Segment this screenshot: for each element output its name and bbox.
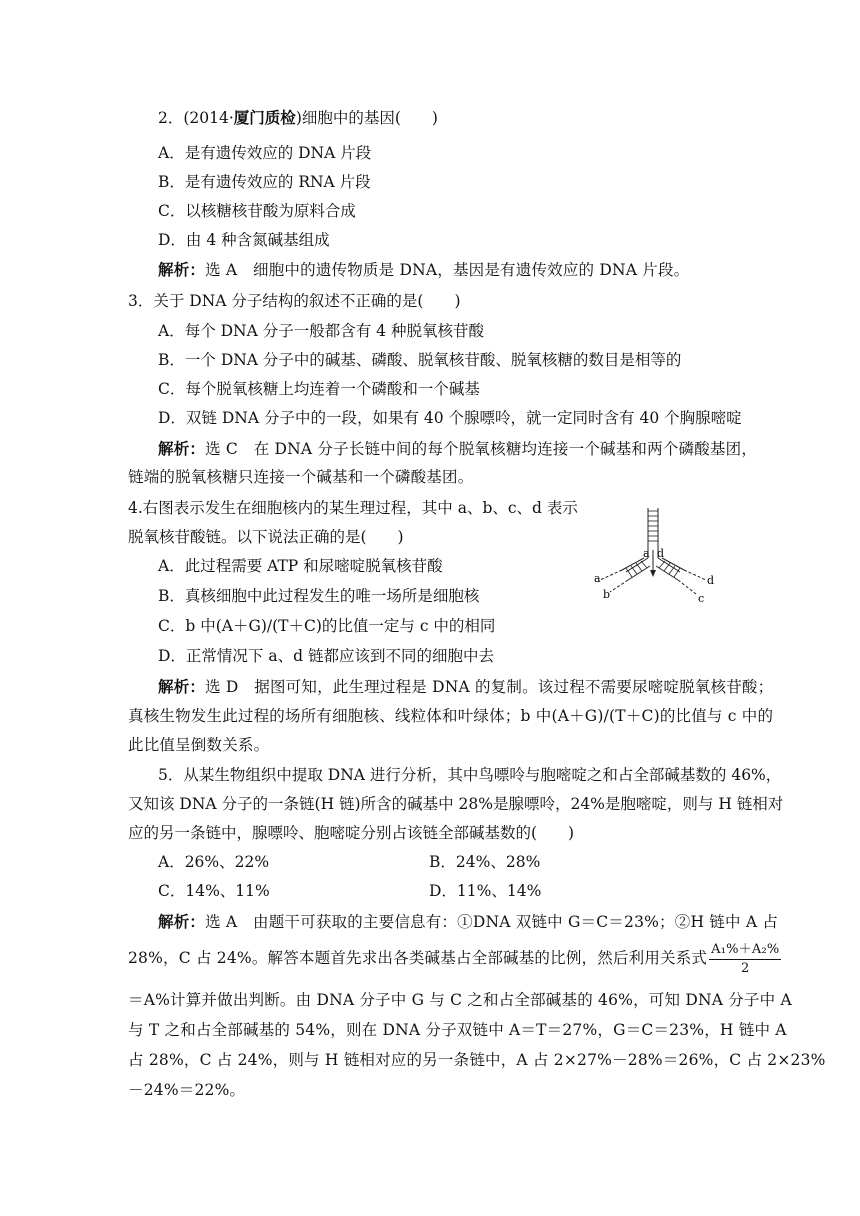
q5-option-c: C．14%、11% — [158, 882, 270, 900]
q3-analysis-label: 解析： — [158, 439, 206, 458]
q2-option-d: D．由 4 种含氮碱基组成 — [158, 231, 330, 249]
q4-analysis-label: 解析： — [158, 677, 206, 696]
q4-analysis-line2: 真核生物发生此过程的场所有细胞核、线粒体和叶绿体；b 中(A＋G)/(T＋C)的比值与 c 中的 — [128, 707, 774, 725]
q5-option-b: B．24%、28% — [429, 853, 541, 871]
dna-replication-figure — [590, 500, 720, 620]
q4-analysis-text-1: 选 D 据图可知，此生理过程是 DNA 的复制。该过程不需要尿嘧啶脱氧核苷酸； — [205, 678, 774, 696]
q4-option-c: C．b 中(A＋G)/(T＋C)的比值一定与 c 中的相同 — [158, 617, 496, 635]
q5-stem-line3: 应的另一条链中，腺嘌呤、胞嘧啶分别占该链全部碱基数的( ) — [128, 824, 575, 842]
q5-analysis-label: 解析： — [158, 912, 206, 931]
q5-stem-line1: 5．从某生物组织中提取 DNA 进行分析，其中鸟嘌呤与胞嘧啶之和占全部碱基数的 46%， — [158, 766, 782, 784]
figure-label-b: b — [603, 588, 611, 601]
q2-stem-suffix: )细胞中的基因( ) — [295, 109, 438, 127]
figure-label-a-top: a — [643, 547, 650, 560]
q2-option-a: A．是有遗传效应的 DNA 片段 — [158, 144, 372, 162]
q2-option-b: B．是有遗传效应的 RNA 片段 — [158, 173, 371, 191]
q3-option-b: B．一个 DNA 分子中的碱基、磷酸、脱氧核苷酸、脱氧核糖的数目是相等的 — [158, 351, 682, 369]
figure-label-d-top: d — [657, 547, 665, 560]
q5-option-a: A．26%、22% — [158, 853, 270, 871]
q5-analysis-line3: ＝A%计算并做出判断。由 DNA 分子中 G 与 C 之和占全部碱基的 46%，可知 DNA 分子中 A — [128, 991, 792, 1009]
q2-analysis — [158, 259, 689, 281]
q5-option-d: D．11%、14% — [429, 882, 542, 900]
q5-analysis-text-2: 28%，C 占 24%。解答本题首先求出各类碱基占全部碱基的比例，然后利用关系式 — [128, 949, 708, 967]
q3-option-a: A．每个 DNA 分子一般都含有 4 种脱氧核苷酸 — [158, 322, 484, 340]
q5-analysis-line2 — [128, 938, 783, 978]
q3-analysis-line1 — [158, 438, 757, 460]
figure-label-c: c — [698, 592, 705, 605]
relation-fraction — [709, 941, 781, 978]
q5-analysis-line6: －24%＝22%。 — [128, 1081, 246, 1099]
q4-analysis-line1 — [158, 676, 773, 698]
q5-analysis-line4: 与 T 之和占全部碱基的 54%，则在 DNA 分子双链中 A＝T＝27%，G＝C＝23%，H 链中 A — [128, 1021, 787, 1039]
q4-option-a: A．此过程需要 ATP 和尿嘧啶脱氧核苷酸 — [158, 557, 443, 575]
q3-analysis-text-1: 选 C 在 DNA 分子长链中间的每个脱氧核糖均连接一个碱基和两个磷酸基团， — [205, 440, 758, 458]
q2-analysis-text: 选 A 细胞中的遗传物质是 DNA，基因是有遗传效应的 DNA 片段。 — [205, 261, 690, 279]
q2-option-c: C．以核糖核苷酸为原料合成 — [158, 202, 356, 220]
fraction-numerator: A₁%＋A₂% — [709, 941, 781, 960]
fraction-denominator: 2 — [741, 960, 750, 976]
q4-option-b: B．真核细胞中此过程发生的唯一场所是细胞核 — [158, 587, 480, 605]
figure-label-d: d — [707, 574, 715, 587]
q3-option-c: C．每个脱氧核糖上均连着一个磷酸和一个碱基 — [158, 380, 480, 398]
q3-option-d: D．双链 DNA 分子中的一段，如果有 40 个腺嘌呤，就一定同时含有 40 个胸腺嘧啶 — [158, 409, 742, 427]
q2-stem — [158, 107, 438, 129]
q2-source: 厦门质检 — [233, 108, 296, 127]
q3-stem: 3．关于 DNA 分子结构的叙述不正确的是( ) — [128, 292, 461, 310]
q3-analysis-line2: 链端的脱氧核糖只连接一个碱基和一个磷酸基团。 — [128, 468, 474, 486]
q2-stem-prefix: 2．(2014· — [158, 109, 234, 127]
q5-analysis-line1 — [158, 911, 778, 933]
q4-stem-line2: 脱氧核苷酸链。以下说法正确的是( ) — [128, 528, 404, 546]
q2-analysis-label: 解析： — [158, 260, 206, 279]
q4-option-d: D．正常情况下 a、d 链都应该到不同的细胞中去 — [158, 647, 494, 665]
q5-analysis-line5: 占 28%，C 占 24%，则与 H 链相对应的另一条链中，A 占 2×27%－28%＝26%，C 占 2×23% — [128, 1051, 826, 1069]
q4-stem-line1: 4.右图表示发生在细胞核内的某生理过程，其中 a、b、c、d 表示 — [128, 499, 578, 517]
q5-analysis-text-1: 选 A 由题干可获取的主要信息有：①DNA 双链中 G＝C＝23%；②H 链中 A 占 — [205, 913, 779, 931]
q5-stem-line2: 又知该 DNA 分子的一条链(H 链)所含的碱基中 28%是腺嘌呤，24%是胞嘧啶，则与 H 链相对 — [128, 795, 784, 813]
figure-label-a: a — [594, 572, 601, 585]
q4-analysis-line3: 此比值呈倒数关系。 — [128, 736, 270, 754]
